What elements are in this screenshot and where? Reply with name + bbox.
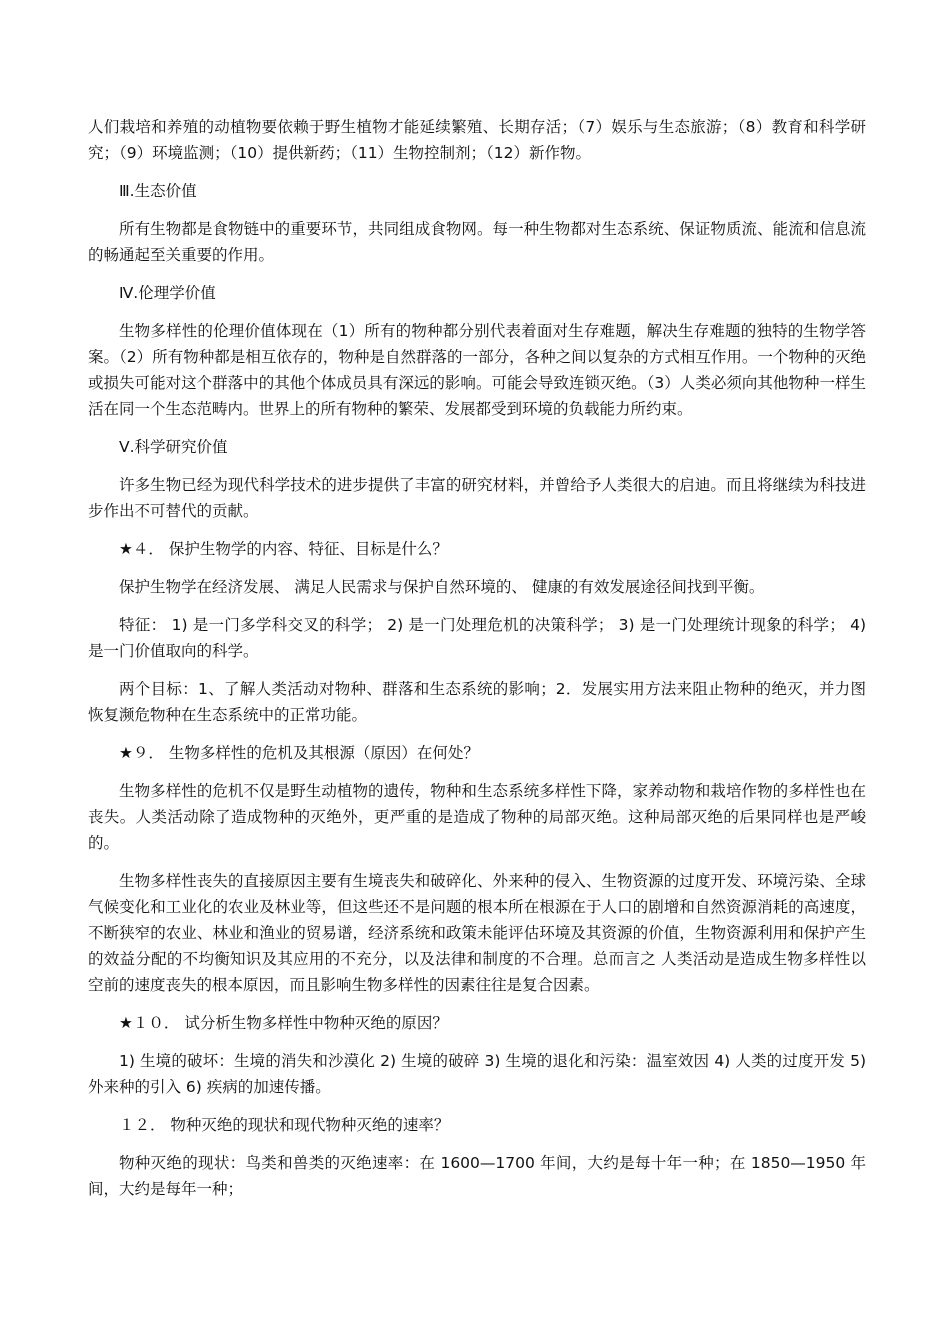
question-10: ★１０． 试分析生物多样性中物种灭绝的原因？ — [119, 1014, 448, 1032]
paragraph-scientific-value: 许多生物已经为现代科学技术的进步提供了丰富的研究材料，并曾给予人类很大的启迪。而且将继续为科技进步作出不可替代的贡献。 — [88, 476, 866, 520]
paragraph-uses-continued: 人们栽培和养殖的动植物要依赖于野生植物才能延续繁殖、长期存活；（7）娱乐与生态旅游；（8）教育和科学研究；（9）环境监测；（10）提供新药；（11）生物控制剂；（12）新作物。 — [88, 118, 866, 162]
paragraph-crisis-causes: 生物多样性丧失的直接原因主要有生境丧失和破碎化、外来种的侵入、生物资源的过度开发、环境污染、全球气候变化和工业化的农业及林业等，但这些还不是问题的根本所在根源在于人口的剧增和自然资源消耗的高速度，不断狭窄的农业、林业和渔业的贸易谱，经济系统和政策未能评估环境及其资源的价值，生物资源利用和保护产生的效益分配的不均衡知识及其应用的不充分，以及法律和制度的不合理。总而言之 人类活动是造成生物多样性以空前的速度丧失的根本原因，而且影响生物多样性的因素往往是复合因素。 — [88, 872, 866, 994]
paragraph-crisis: 生物多样性的危机不仅是野生动植物的遗传，物种和生态系统多样性下降，家养动物和栽培作物的多样性也在丧失。人类活动除了造成物种的灭绝外，更严重的是造成了物种的局部灭绝。这种局部灭绝的后果同样也是严峻的。 — [88, 782, 866, 852]
paragraph-conservation-goals: 两个目标：1、了解人类活动对物种、群落和生态系统的影响；2．发展实用方法来阻止物种的绝灭，并力图恢复濒危物种在生态系统中的正常功能。 — [88, 680, 866, 724]
paragraph-conservation-features: 特征： 1) 是一门多学科交叉的科学； 2) 是一门处理危机的决策科学； 3) 是一门处理统计现象的科学； 4) 是一门价值取向的科学。 — [88, 616, 866, 660]
paragraph-ecological-value: 所有生物都是食物链中的重要环节，共同组成食物网。每一种生物都对生态系统、保证物质流、能流和信息流的畅通起至关重要的作用。 — [88, 220, 866, 264]
heading-scientific-value: Ⅴ.科学研究价值 — [119, 438, 228, 456]
question-9: ★９． 生物多样性的危机及其根源（原因）在何处？ — [119, 744, 479, 762]
question-4: ★４． 保护生物学的内容、特征、目标是什么？ — [119, 540, 448, 558]
paragraph-extinction-status: 物种灭绝的现状：鸟类和兽类的灭绝速率：在 1600—1700 年间，大约是每十年一种；在 1850—1950 年间，大约是每年一种； — [88, 1154, 866, 1198]
paragraph-conservation-content: 保护生物学在经济发展、 满足人民需求与保护自然环境的、 健康的有效发展途径间找到平衡。 — [119, 578, 765, 596]
document-page — [88, 114, 866, 1202]
heading-ecological-value: Ⅲ.生态价值 — [119, 182, 197, 200]
heading-ethical-value: Ⅳ.伦理学价值 — [119, 284, 216, 302]
paragraph-ethical-value: 生物多样性的伦理价值体现在（1）所有的物种都分别代表着面对生存难题，解决生存难题的独特的生物学答案。（2）所有物种都是相互依存的，物种是自然群落的一部分，各种之间以复杂的方式相互作用。一个物种的灭绝或损失可能对这个群落中的其他个体成员具有深远的影响。可能会导致连锁灭绝。（3）人类必须向其他物种一样生活在同一个生态范畴内。世界上的所有物种的繁荣、发展都受到环境的负载能力所约束。 — [88, 322, 866, 418]
paragraph-extinction-causes: 1) 生境的破坏：生境的消失和沙漠化 2) 生境的破碎 3) 生境的退化和污染：温室效因 4) 人类的过度开发 5) 外来种的引入 6) 疾病的加速传播。 — [88, 1052, 866, 1096]
question-12: １２． 物种灭绝的现状和现代物种灭绝的速率？ — [119, 1116, 450, 1134]
